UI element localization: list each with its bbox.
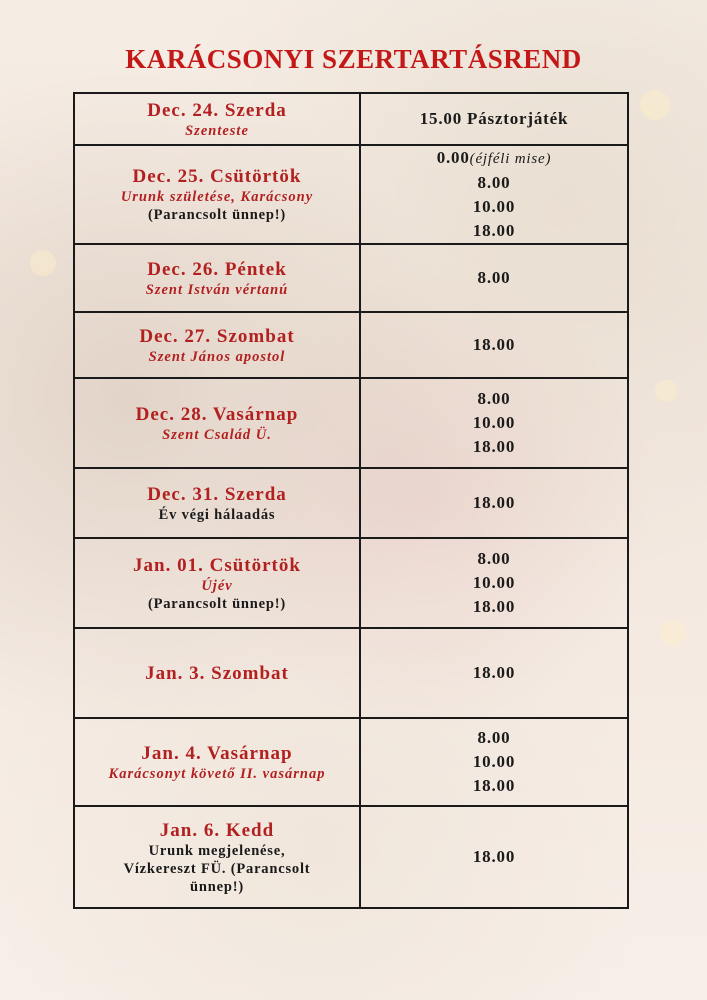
bokeh-light (30, 250, 56, 276)
day-label: Jan. 01. Csütörtök (133, 554, 301, 576)
mass-time: 18.00 (472, 776, 516, 795)
feast-label: Újév (201, 577, 233, 594)
schedule-row (74, 628, 628, 718)
mass-time: 18.00 (472, 663, 516, 682)
day-cell (74, 145, 360, 244)
day-cell (74, 312, 360, 378)
mass-time: 18.00 (472, 335, 516, 354)
time-cell (360, 93, 628, 145)
mass-time: 0.00(éjféli mise) (436, 148, 552, 167)
bokeh-light (660, 620, 686, 646)
mass-time: 18.00 (472, 493, 516, 512)
day-cell (74, 244, 360, 312)
mass-note: (éjféli mise) (469, 151, 552, 167)
time-cell (360, 244, 628, 312)
day-cell (74, 718, 360, 806)
time-cell (360, 538, 628, 628)
mass-time: 10.00 (472, 752, 516, 771)
time-cell (360, 806, 628, 908)
day-label: Jan. 3. Szombat (145, 662, 289, 684)
day-cell (74, 538, 360, 628)
feast-label: Karácsonyt követő II. vasárnap (108, 765, 326, 782)
day-cell (74, 93, 360, 145)
mass-time: 8.00 (477, 728, 511, 747)
feast-label: Szent Család Ü. (162, 426, 272, 443)
mass-time: 18.00 (472, 847, 516, 866)
schedule-row (74, 244, 628, 312)
page-title: KARÁCSONYI SZERTARTÁSREND (125, 44, 582, 74)
feast-label: Urunk születése, Karácsony (120, 189, 314, 205)
mass-time: 15.00 Pásztorjáték (419, 109, 569, 128)
bokeh-light (640, 90, 670, 120)
day-label: Dec. 27. Szombat (139, 325, 295, 347)
day-label: Dec. 24. Szerda (147, 99, 287, 121)
day-label: Jan. 6. Kedd (159, 819, 275, 841)
day-label: Jan. 4. Vasárnap (141, 742, 293, 764)
schedule-row (74, 378, 628, 468)
time-cell (360, 468, 628, 538)
mass-time: 18.00 (472, 437, 516, 456)
mass-time: 18.00 (472, 221, 516, 240)
feast-label: Szent János apostol (148, 348, 286, 365)
day-label: Dec. 31. Szerda (147, 483, 287, 505)
time-cell (360, 145, 628, 244)
day-label: Dec. 26. Péntek (147, 258, 287, 280)
mass-time: 8.00 (477, 173, 511, 192)
note-label: Urunk megjelenése, Vízkereszt FÜ. (Parancsolt ünnep!) (123, 842, 311, 895)
day-cell (74, 378, 360, 468)
mass-time: 8.00 (477, 268, 511, 287)
schedule-row (74, 538, 628, 628)
day-cell (74, 628, 360, 718)
time-cell (360, 718, 628, 806)
note-label: (Parancsolt ünnep!) (147, 595, 287, 612)
time-cell (360, 628, 628, 718)
feast-label: Szenteste (185, 122, 249, 139)
mass-time: 8.00 (477, 389, 511, 408)
schedule-row (74, 806, 628, 908)
schedule-row (74, 468, 628, 538)
schedule-row (74, 145, 628, 244)
time-cell (360, 312, 628, 378)
day-cell (74, 806, 360, 908)
day-label: Dec. 28. Vasárnap (135, 403, 299, 425)
note-label: (Parancsolt ünnep!) (147, 207, 287, 223)
note-label: Év végi hálaadás (158, 506, 276, 523)
day-label: Dec. 25. Csütörtök (132, 166, 302, 187)
schedule-row (74, 718, 628, 806)
schedule-row (74, 312, 628, 378)
mass-time: 10.00 (472, 573, 516, 592)
day-cell (74, 468, 360, 538)
mass-time: 10.00 (472, 413, 516, 432)
feast-label: Szent István vértanú (145, 281, 289, 298)
schedule-row (74, 93, 628, 145)
schedule-table (73, 92, 629, 909)
mass-time: 10.00 (472, 197, 516, 216)
mass-time: 8.00 (477, 549, 511, 568)
mass-time: 18.00 (472, 597, 516, 616)
bokeh-light (655, 380, 677, 402)
time-cell (360, 378, 628, 468)
